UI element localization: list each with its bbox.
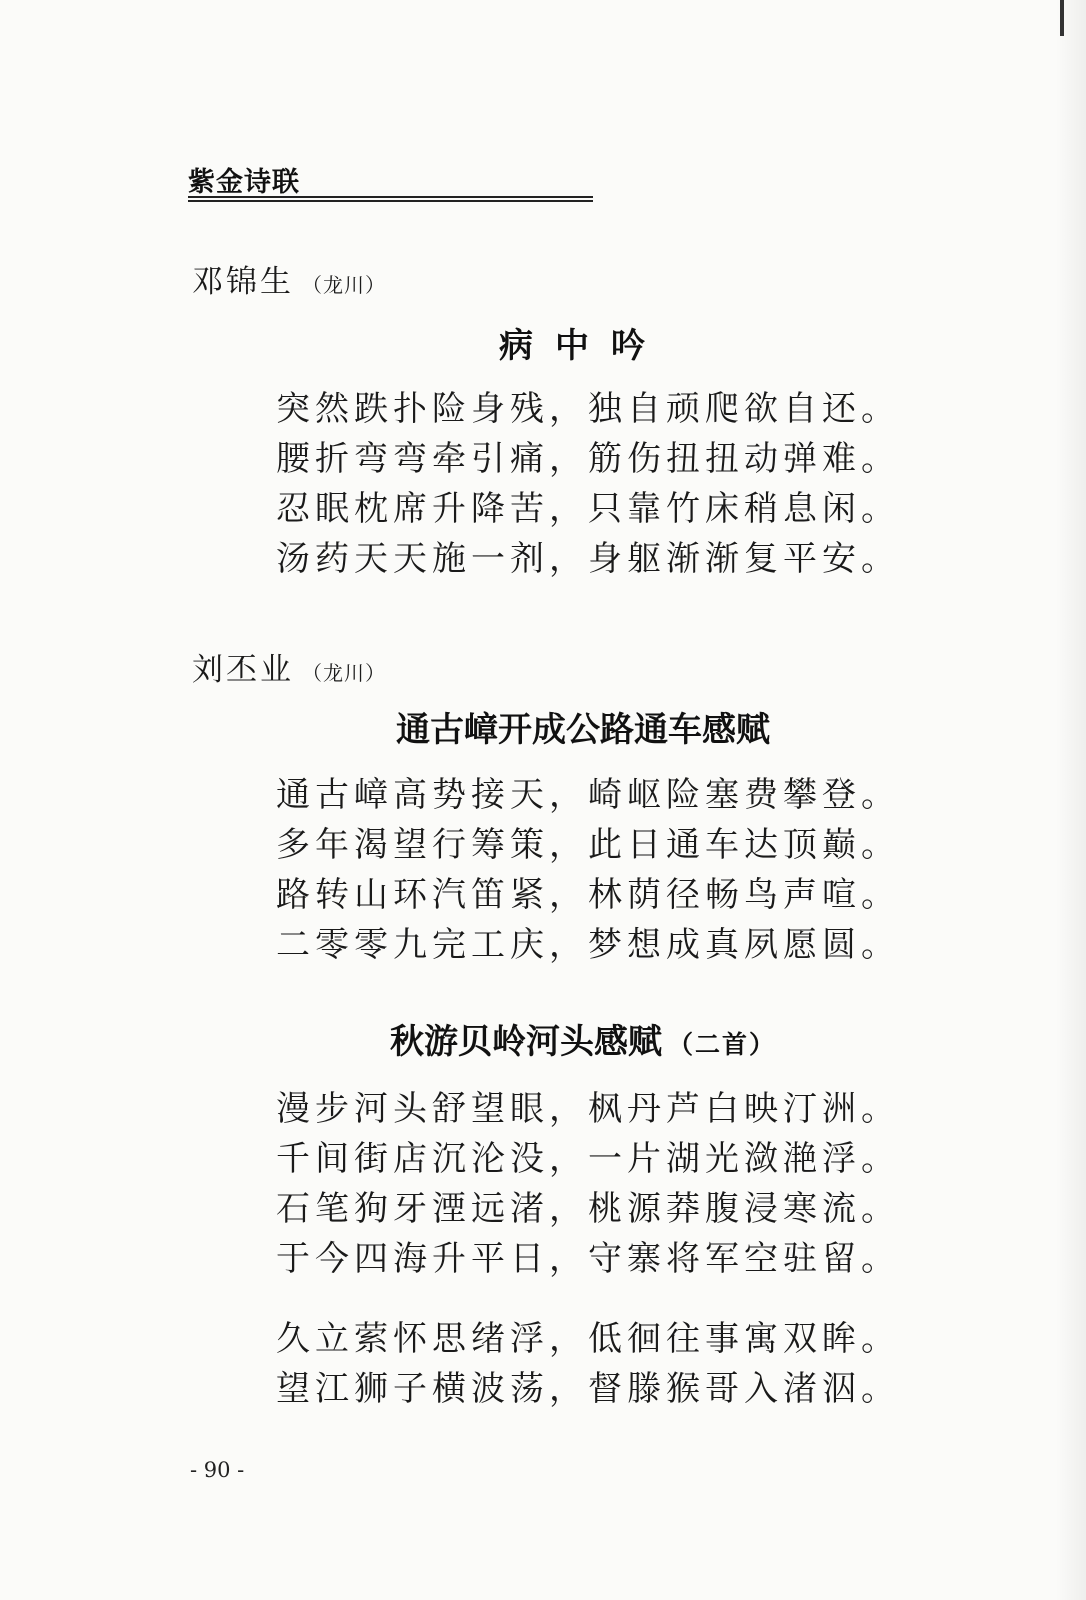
verse-line: 突然跌扑险身残，独自顽爬欲自还。 [276,389,900,429]
verse-line: 二零零九完工庆，梦想成真夙愿圆。 [276,925,900,965]
poem-body-2 [276,770,900,970]
poem-title-2: 通古嶂开成公路通车感赋 [396,710,770,750]
poem-title-1: 病中吟 [499,326,667,366]
verse-line: 通古嶂高势接天，崎岖险塞费攀登。 [276,775,900,815]
verse-line: 多年渴望行筹策，此日通车达顶巅。 [276,825,900,865]
page-number: - 90 - [190,1458,245,1482]
author-name: 邓锦生 [192,264,294,300]
verse-line: 于今四海升平日，守寨将军空驻留。 [276,1239,900,1279]
verse-line: 久立萦怀思绪浮，低徊往事寓双眸。 [276,1319,900,1359]
verse-line: 漫步河头舒望眼，枫丹芦白映汀洲。 [276,1089,900,1129]
poem-body-1 [276,384,900,584]
header-rule [188,196,593,202]
author-place: （龙川） [302,661,386,685]
poem-body-3a [276,1084,900,1284]
page-edge-shadow [1056,0,1086,1600]
poem-title-note: （二首） [667,1030,776,1059]
verse-line: 汤药天天施一剂，身躯渐渐复平安。 [276,539,900,579]
verse-line: 千间街店沉沦没，一片湖光潋滟浮。 [276,1139,900,1179]
verse-line: 腰折弯弯牵引痛，筋伤扭扭动弹难。 [276,439,900,479]
verse-line: 望江狮子横波荡，督滕猴哥入渚泅。 [276,1369,900,1409]
poem-title-3 [248,1014,918,1063]
verse-line: 路转山环汽笛紧，林荫径畅鸟声喧。 [276,875,900,915]
verse-line: 石笔狗牙湮远渚，桃源莽腹浸寒流。 [276,1189,900,1229]
page-edge-mark [1060,0,1064,36]
verse-line: 忍眠枕席升降苦，只靠竹床稍息闲。 [276,489,900,529]
poem-title-text: 秋游贝岭河头感赋 [389,1022,662,1062]
author-name: 刘丕业 [192,652,294,688]
author-place: （龙川） [302,273,386,297]
poem-body-3b [276,1314,900,1414]
running-head: 紫金诗联 [188,167,300,198]
author-line-2 [192,644,386,689]
author-line-1 [192,256,386,301]
